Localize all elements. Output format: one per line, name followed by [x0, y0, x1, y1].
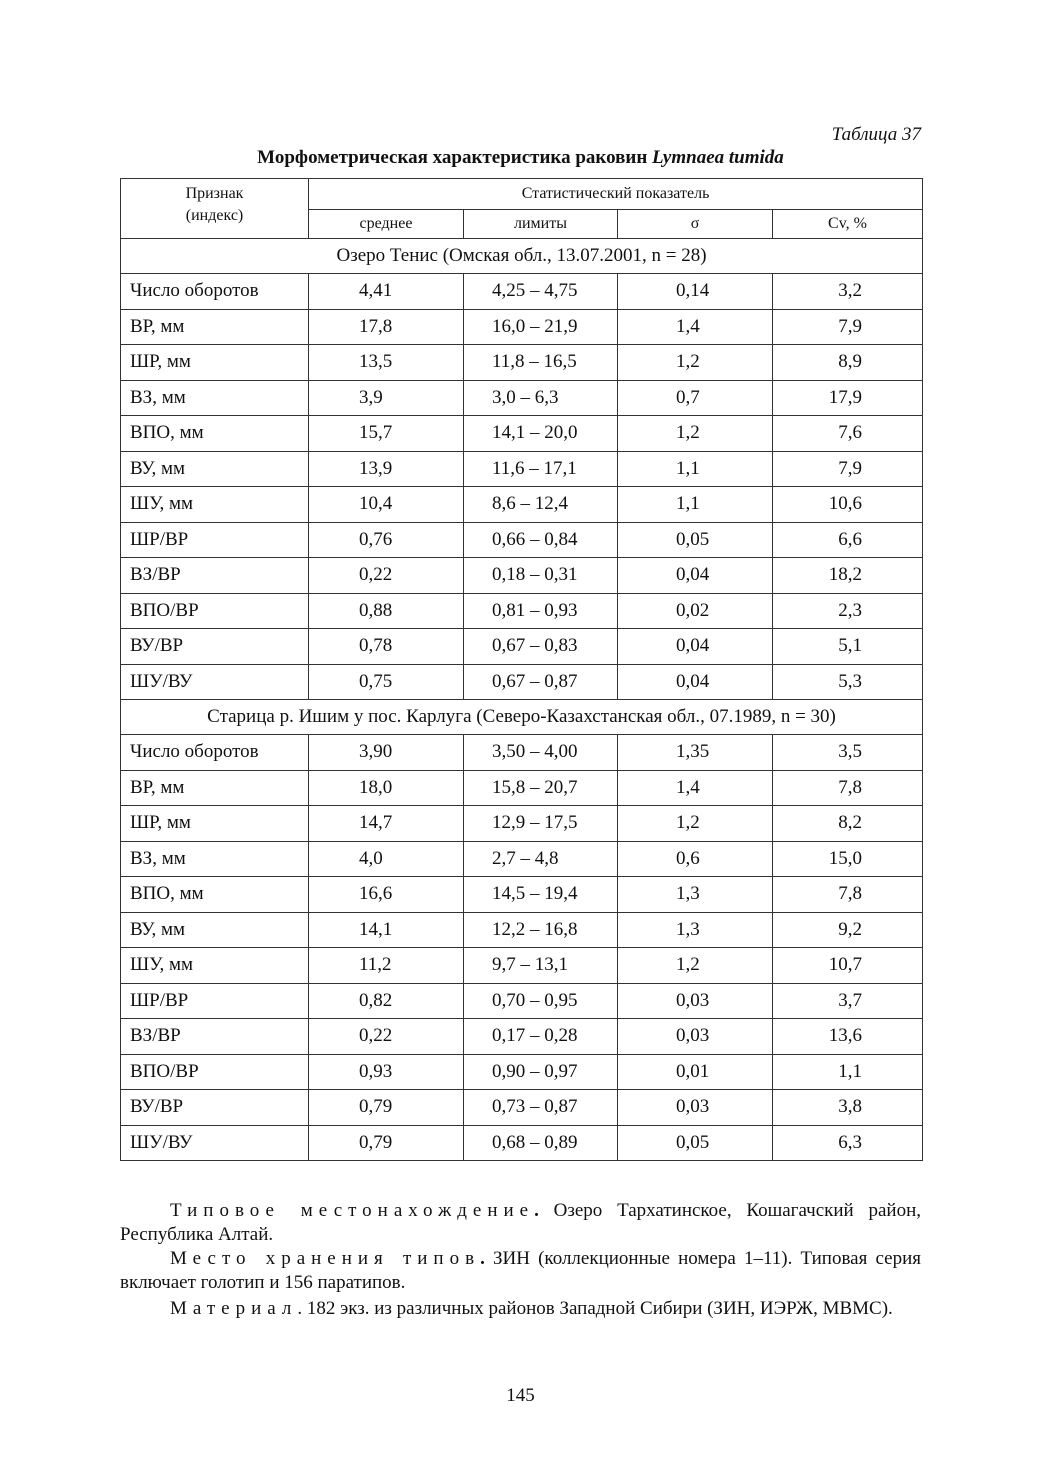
cell-cv: 10,7 [773, 948, 923, 984]
cell-limits: 16,0 – 21,9 [464, 309, 618, 345]
cell-limits: 0,67 – 0,87 [464, 664, 618, 700]
table-row [121, 1019, 923, 1055]
cell-mean: 0,78 [309, 629, 464, 665]
cell-attribute: ВР, мм [121, 770, 309, 806]
cell-cv: 6,6 [773, 522, 923, 558]
cell-cv: 18,2 [773, 558, 923, 594]
header-limits: лимиты [464, 210, 618, 239]
type-depository-text: ЗИН (коллекционные номера 1–11). Типовая серия включает голотип и 156 паратипов. [120, 1248, 921, 1293]
header-statistic: Статистический показатель [309, 179, 923, 210]
cell-limits: 12,9 – 17,5 [464, 806, 618, 842]
cell-limits: 0,66 – 0,84 [464, 522, 618, 558]
cell-cv: 3,5 [773, 735, 923, 771]
cell-limits: 0,68 – 0,89 [464, 1125, 618, 1161]
cell-cv: 17,9 [773, 380, 923, 416]
morphometry-table [120, 178, 923, 1161]
type-locality-text: Озеро Тархатинское, Кошагачский район, Республика Алтай. [120, 1200, 922, 1245]
table-row [121, 451, 923, 487]
cell-limits: 15,8 – 20,7 [464, 770, 618, 806]
table-title [120, 147, 921, 169]
cell-cv: 5,3 [773, 664, 923, 700]
table-row [121, 1054, 923, 1090]
cell-limits: 11,6 – 17,1 [464, 451, 618, 487]
cell-attribute: ШУ, мм [121, 948, 309, 984]
section-title: Озеро Тенис (Омская обл., 13.07.2001, n = 28) [121, 239, 923, 274]
header-mean: среднее [309, 210, 464, 239]
cell-limits: 0,18 – 0,31 [464, 558, 618, 594]
cell-attribute: ШР/ВР [121, 522, 309, 558]
table-row [121, 487, 923, 523]
table-row [121, 1090, 923, 1126]
cell-mean: 16,6 [309, 877, 464, 913]
cell-mean: 14,7 [309, 806, 464, 842]
cell-mean: 3,9 [309, 380, 464, 416]
cell-mean: 17,8 [309, 309, 464, 345]
cell-limits: 4,25 – 4,75 [464, 274, 618, 310]
cell-cv: 9,2 [773, 912, 923, 948]
table-row [121, 629, 923, 665]
table-row [121, 841, 923, 877]
cell-attribute: ВЗ, мм [121, 841, 309, 877]
cell-mean: 0,93 [309, 1054, 464, 1090]
header-attribute-line2: (индекс) [185, 207, 244, 224]
cell-sigma: 0,7 [618, 380, 773, 416]
cell-mean: 0,75 [309, 664, 464, 700]
table-row [121, 309, 923, 345]
header-attribute [121, 179, 309, 239]
cell-sigma: 1,1 [618, 487, 773, 523]
cell-mean: 0,76 [309, 522, 464, 558]
cell-cv: 10,6 [773, 487, 923, 523]
cell-cv: 7,6 [773, 416, 923, 452]
table-row [121, 806, 923, 842]
cell-mean: 13,9 [309, 451, 464, 487]
cell-attribute: ВУ/ВР [121, 629, 309, 665]
cell-limits: 0,90 – 0,97 [464, 1054, 618, 1090]
cell-limits: 0,70 – 0,95 [464, 983, 618, 1019]
cell-sigma: 1,4 [618, 770, 773, 806]
cell-sigma: 0,02 [618, 593, 773, 629]
cell-limits: 9,7 – 13,1 [464, 948, 618, 984]
cell-attribute: ВПО/ВР [121, 593, 309, 629]
type-depository-paragraph [120, 1247, 921, 1295]
cell-cv: 7,9 [773, 451, 923, 487]
cell-sigma: 1,4 [618, 309, 773, 345]
header-cv: Cv, % [773, 210, 923, 239]
table-row [121, 735, 923, 771]
cell-cv: 7,9 [773, 309, 923, 345]
cell-cv: 3,7 [773, 983, 923, 1019]
table-row [121, 558, 923, 594]
cell-sigma: 1,2 [618, 345, 773, 381]
table-row [121, 664, 923, 700]
cell-mean: 0,82 [309, 983, 464, 1019]
cell-attribute: ВПО, мм [121, 877, 309, 913]
cell-cv: 8,9 [773, 345, 923, 381]
cell-sigma: 1,3 [618, 912, 773, 948]
cell-attribute: ВУ, мм [121, 912, 309, 948]
cell-mean: 0,79 [309, 1125, 464, 1161]
cell-attribute: ШУ/ВУ [121, 1125, 309, 1161]
cell-cv: 5,1 [773, 629, 923, 665]
cell-limits: 2,7 – 4,8 [464, 841, 618, 877]
material-paragraph [120, 1297, 921, 1321]
cell-sigma: 0,03 [618, 1090, 773, 1126]
cell-attribute: ВУ/ВР [121, 1090, 309, 1126]
type-depository-label: Место хранения типов [170, 1248, 481, 1269]
cell-mean: 0,79 [309, 1090, 464, 1126]
cell-limits: 12,2 – 16,8 [464, 912, 618, 948]
cell-attribute: ВЗ/ВР [121, 1019, 309, 1055]
cell-limits: 0,73 – 0,87 [464, 1090, 618, 1126]
cell-cv: 1,1 [773, 1054, 923, 1090]
cell-mean: 11,2 [309, 948, 464, 984]
cell-sigma: 0,6 [618, 841, 773, 877]
cell-mean: 10,4 [309, 487, 464, 523]
cell-sigma: 0,14 [618, 274, 773, 310]
section-row [121, 700, 923, 735]
table-row [121, 345, 923, 381]
table-row [121, 912, 923, 948]
table-row [121, 274, 923, 310]
cell-attribute: ШР, мм [121, 806, 309, 842]
cell-limits: 3,50 – 4,00 [464, 735, 618, 771]
table-row [121, 948, 923, 984]
cell-cv: 7,8 [773, 877, 923, 913]
material-text: 182 экз. из различных районов Западной Сибири (ЗИН, ИЭРЖ, МВМС). [302, 1298, 893, 1319]
table-body [121, 239, 923, 1161]
cell-cv: 2,3 [773, 593, 923, 629]
header-sigma: σ [618, 210, 773, 239]
cell-cv: 15,0 [773, 841, 923, 877]
species-name: Lymnaea tumida [652, 147, 784, 168]
type-locality-paragraph [120, 1199, 921, 1247]
cell-sigma: 1,35 [618, 735, 773, 771]
cell-sigma: 0,04 [618, 629, 773, 665]
cell-mean: 15,7 [309, 416, 464, 452]
type-depository-punct: . [480, 1248, 485, 1269]
cell-sigma: 0,01 [618, 1054, 773, 1090]
cell-sigma: 0,05 [618, 522, 773, 558]
cell-mean: 0,22 [309, 1019, 464, 1055]
section-row [121, 239, 923, 274]
cell-sigma: 0,04 [618, 664, 773, 700]
cell-attribute: Число оборотов [121, 274, 309, 310]
type-locality-label: Типовое местонахождение [170, 1200, 535, 1221]
cell-sigma: 0,04 [618, 558, 773, 594]
header-attribute-line1: Признак [185, 185, 244, 202]
cell-sigma: 0,05 [618, 1125, 773, 1161]
cell-mean: 14,1 [309, 912, 464, 948]
material-punct: . [297, 1298, 303, 1319]
table-row [121, 380, 923, 416]
cell-cv: 3,2 [773, 274, 923, 310]
page-number: 145 [506, 1385, 535, 1406]
cell-attribute: ВУ, мм [121, 451, 309, 487]
cell-cv: 3,8 [773, 1090, 923, 1126]
cell-attribute: ШУ, мм [121, 487, 309, 523]
cell-attribute: ШУ/ВУ [121, 664, 309, 700]
cell-limits: 8,6 – 12,4 [464, 487, 618, 523]
cell-mean: 4,41 [309, 274, 464, 310]
cell-mean: 3,90 [309, 735, 464, 771]
cell-mean: 0,22 [309, 558, 464, 594]
cell-cv: 6,3 [773, 1125, 923, 1161]
cell-mean: 0,88 [309, 593, 464, 629]
table-title-text: Морфометрическая характеристика раковин [257, 147, 653, 168]
cell-mean: 13,5 [309, 345, 464, 381]
cell-attribute: Число оборотов [121, 735, 309, 771]
cell-mean: 18,0 [309, 770, 464, 806]
table-row [121, 983, 923, 1019]
table-row [121, 416, 923, 452]
cell-attribute: ВЗ/ВР [121, 558, 309, 594]
cell-attribute: ШР/ВР [121, 983, 309, 1019]
cell-sigma: 1,2 [618, 806, 773, 842]
section-title: Старица р. Ишим у пос. Карлуга (Северо-Казахстанская обл., 07.1989, n = 30) [121, 700, 923, 735]
cell-cv: 13,6 [773, 1019, 923, 1055]
cell-sigma: 0,03 [618, 983, 773, 1019]
material-label: Материал [170, 1298, 298, 1319]
cell-sigma: 1,1 [618, 451, 773, 487]
cell-limits: 14,1 – 20,0 [464, 416, 618, 452]
cell-mean: 4,0 [309, 841, 464, 877]
cell-limits: 11,8 – 16,5 [464, 345, 618, 381]
type-locality-punct: . [534, 1200, 539, 1221]
table-row [121, 877, 923, 913]
cell-limits: 14,5 – 19,4 [464, 877, 618, 913]
cell-limits: 0,67 – 0,83 [464, 629, 618, 665]
table-row [121, 1125, 923, 1161]
table-row [121, 770, 923, 806]
cell-limits: 0,81 – 0,93 [464, 593, 618, 629]
cell-sigma: 1,2 [618, 416, 773, 452]
table-row [121, 593, 923, 629]
cell-sigma: 1,3 [618, 877, 773, 913]
table-number: Таблица 37 [831, 124, 921, 145]
cell-attribute: ВЗ, мм [121, 380, 309, 416]
cell-sigma: 1,2 [618, 948, 773, 984]
cell-attribute: ШР, мм [121, 345, 309, 381]
cell-cv: 8,2 [773, 806, 923, 842]
cell-limits: 0,17 – 0,28 [464, 1019, 618, 1055]
cell-limits: 3,0 – 6,3 [464, 380, 618, 416]
cell-attribute: ВР, мм [121, 309, 309, 345]
cell-attribute: ВПО, мм [121, 416, 309, 452]
table-row [121, 522, 923, 558]
cell-attribute: ВПО/ВР [121, 1054, 309, 1090]
cell-cv: 7,8 [773, 770, 923, 806]
cell-sigma: 0,03 [618, 1019, 773, 1055]
